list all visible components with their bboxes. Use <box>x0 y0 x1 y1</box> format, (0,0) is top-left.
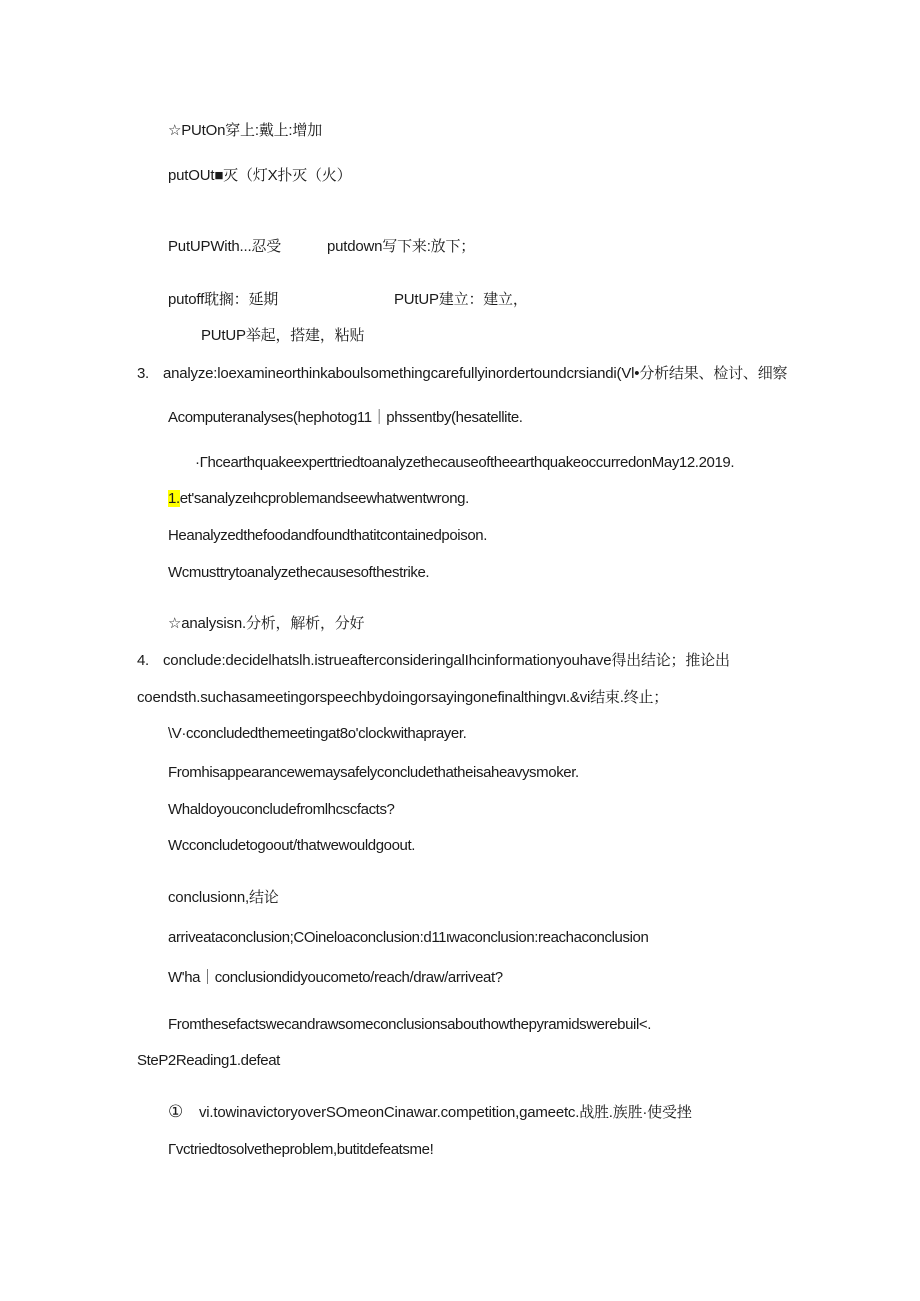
definition-defeat: vi.towinavictoryoverSOmeonCinawar.competition,gameetc.战胜.族胜·使受挫 <box>199 1104 692 1121</box>
item-number-3: 3. <box>137 365 149 382</box>
phrase-put-off: putoff耽搁：延期 <box>168 291 279 308</box>
example-sentence: Wcconcludetogoout/thatwewouldgoout. <box>168 837 416 854</box>
word-analysis: ☆analysisn.分析，解析，分好 <box>168 615 365 632</box>
highlighted-text: 1. <box>168 490 180 507</box>
example-sentence: ·ΓhcearthquakeexperttriedtoanalyzethecauseoftheearthquakeoccurredonMay12.2019. <box>195 454 735 471</box>
item-number-circled-1: ① <box>168 1102 183 1121</box>
item-number-4: 4. <box>137 652 149 669</box>
example-sentence: Acomputeranalyses(hephotog11｜phssentby(hesatellite. <box>168 409 523 426</box>
phrase-put-on: ☆PUtOn穿上:戴上:增加 <box>168 122 322 139</box>
sentence-text: et'sanalyzeιhcproblemandseewhatwentwrong. <box>179 490 469 507</box>
phrase-put-up-build: PUtUP建立：建立， <box>394 291 528 308</box>
definition-analyze: analyze:loexamineorthinkaboulsomethingcarefullyinordertoundcrsiandi(Vl•分析结果、检讨、细察 <box>163 365 788 382</box>
phrase-put-up-raise: PUtUP举起，搭建，粘贴 <box>201 327 365 344</box>
section-heading: SteP2Reading1.defeat <box>137 1052 280 1069</box>
phrase-put-up-with: PutUPWith...忍受 <box>168 238 282 255</box>
definition-conclude-cont: coendsth.suchasameetingorspeechbydoingorsayingonefinalthingvι.&vi结束.终止； <box>137 689 669 706</box>
example-sentence: Γvctriedtosolvetheproblem,butitdefeatsme! <box>168 1141 434 1158</box>
phrase-put-out: putOUt■灭（灯X扑灭（火） <box>168 167 352 184</box>
phrase-put-down: putdown写下来:放下； <box>327 238 476 255</box>
definition-conclude: conclude:decidelhatslh.istrueafterconsideringalIhcinformationyouhave得出结论；推论出 <box>163 652 730 669</box>
example-sentence <box>168 489 469 509</box>
word-conclusion: conclusionn,结论 <box>168 889 279 906</box>
example-sentence: Fromhisappearancewemaysafelyconcludethatheisaheavysmoker. <box>168 764 579 781</box>
example-sentence: Heanalyzedthefoodandfoundthatitcontainedpoison. <box>168 527 487 544</box>
example-sentence: Whaldoyouconcludefromlhcscfacts? <box>168 801 395 818</box>
example-sentence: \V·cconcludedthemeetingat8o'clockwithaprayer. <box>168 725 467 742</box>
example-sentence: Wcmusttrytoanalyzethecausesofthestrike. <box>168 564 430 581</box>
example-sentence: Fromthesefactswecandrawsomeconclusionsabouthowthepyramidswerebuil<. <box>168 1016 652 1033</box>
collocations: arriveataconclusion;COineloaconclusion:d11ιwaconclusion:reachaconclusion <box>168 929 649 946</box>
example-sentence: W'ha｜conclusiondidyoucometo/reach/draw/arriveat? <box>168 969 503 986</box>
